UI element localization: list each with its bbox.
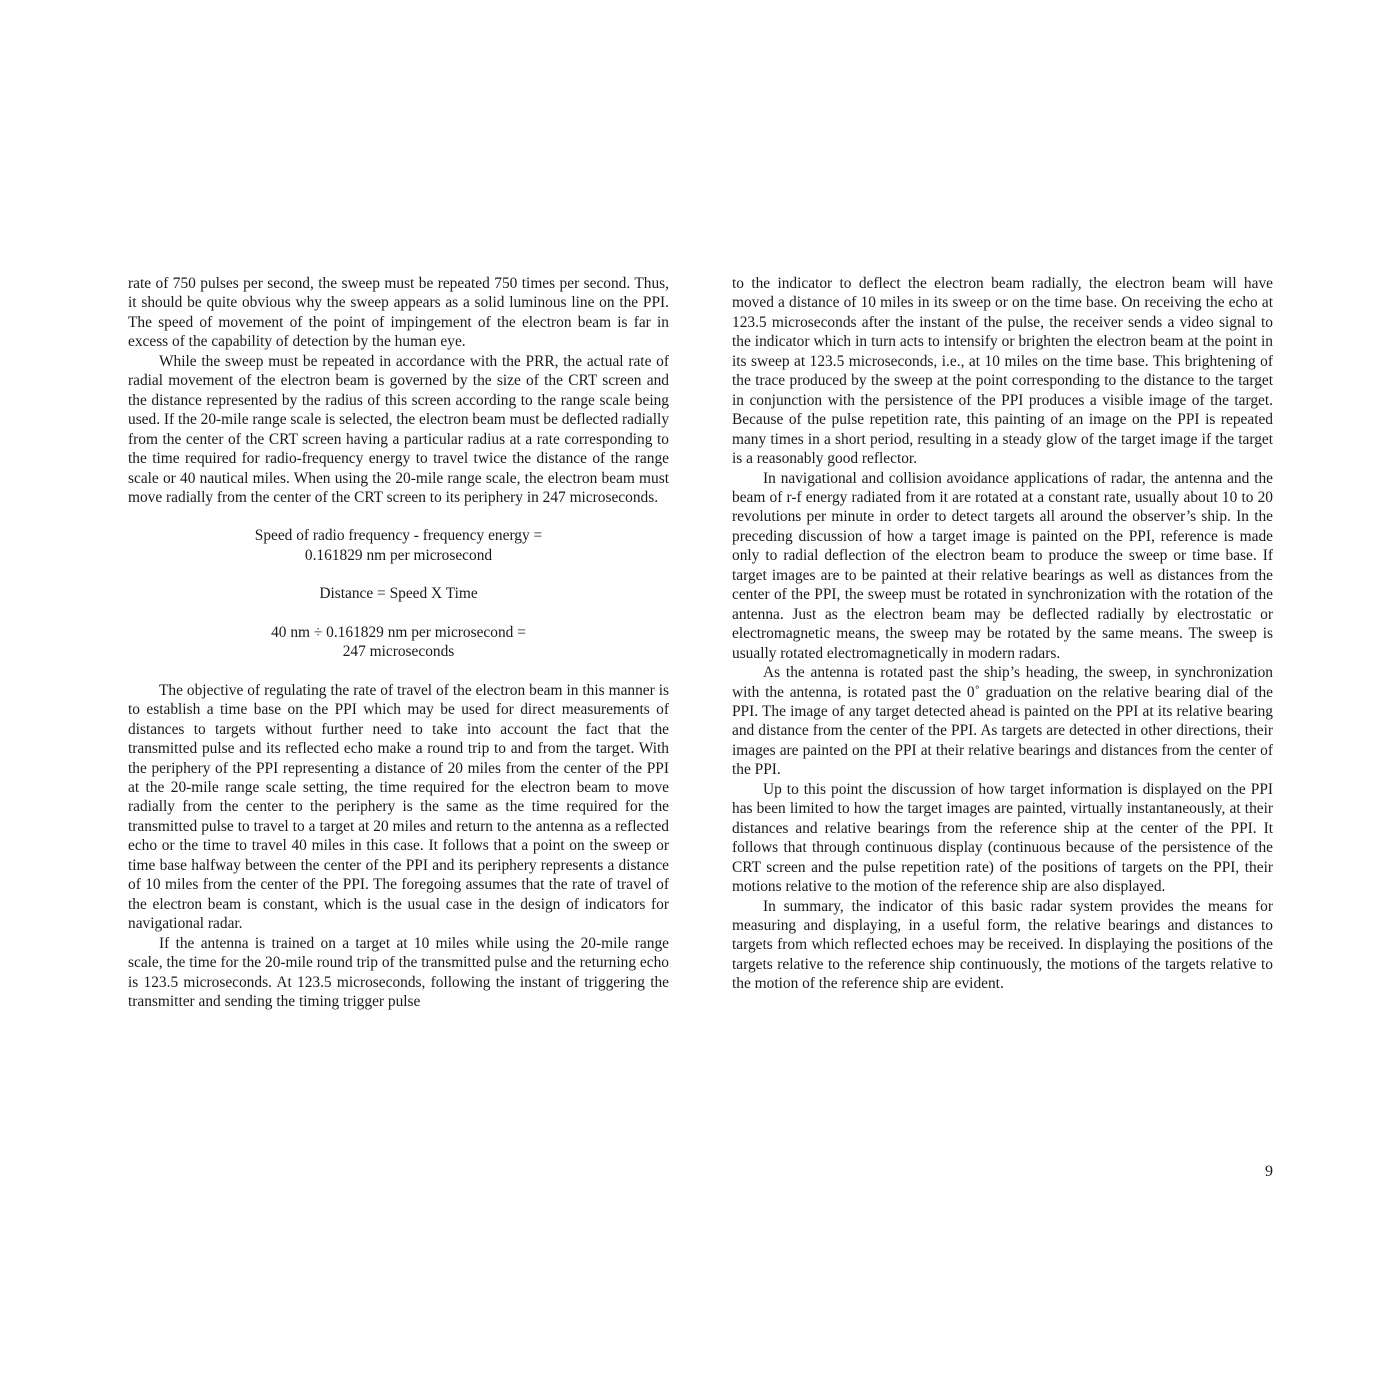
paragraph: While the sweep must be repeated in accordance with the PRR, the actual rate of radial movement of the electron beam is governed by the size of the CRT screen and the distance represented by the radius of this screen according to the range scale being used. If the 20-mile range scale is selected, the electron beam must be deflected radially from the center of the CRT screen having a particular radius at a rate corresponding to the time required for radio-frequency energy to travel twice the distance of the range scale or 40 nautical miles. When using the 20-mile range scale, the electron beam must move radially from the center of the CRT screen to its periphery in 247 microseconds. xyxy=(128,352,670,506)
formula-line: 247 microseconds xyxy=(342,643,455,661)
formula-time xyxy=(128,623,669,662)
paragraph: In summary, the indicator of this basic radar system provides the means for measuring and displaying, in a useful form, the relative bearings and distances to targets from which reflected echoes may be received. In displaying the positions of the targets relative to the reference ship continuously, the motions of the targets relative to the motion of the reference ship are evident. xyxy=(732,897,1273,993)
paragraph: In navigational and collision avoidance applications of radar, the antenna and the beam of r-f energy radiated from it are rotated at a constant rate, usually about 10 to 20 revolutions per minute in order to detect targets all around the observer’s ship. In the preceding discussion of how a target image is painted on the PPI, reference is made only to radial deflection of the electron beam to produce the sweep or time base. If target images are to be painted at their relative bearings as well as distances from the center of the PPI, the sweep must be rotated in synchronization with the rotation of the antenna. Just as the electron beam may be deflected radially by electrostatic or electromagnetic means, the sweep may be rotated by the same means. The sweep is usually rotated electromagnetically in modern radars. xyxy=(732,469,1273,662)
paragraph: The objective of regulating the rate of travel of the electron beam in this manner is to establish a time base on the PPI which may be used for direct measurements of distances to targets without further need to take into account the fact that the transmitted pulse and its reflected echo make a round trip to and from the target. With the periphery of the PPI representing a distance of 20 miles from the center of the PPI at the 20-mile range scale setting, the time required for the electron beam to move radially from the center to the periphery is the same as the time required for the transmitted pulse to travel to a target at 20 miles and return to the antenna as a reflected echo or the time to travel 40 miles in this case. It follows that a point on the sweep or time base halfway between the center of the PPI and its periphery represents a distance of 10 miles from the center of the PPI. The foregoing assumes that the rate of travel of the electron beam is constant, which is the usual case in the design of indicators for navigational radar. xyxy=(128,681,669,933)
formula-distance xyxy=(128,584,669,603)
left-column xyxy=(128,274,669,1011)
page-number: 9 xyxy=(1265,1163,1273,1180)
paragraph: As the antenna is rotated past the ship’s heading, the sweep, in synchronization with the antenna, is rotated past the 0˚ graduation on the relative bearing dial of the PPI. The image of any target detected ahead is painted on the PPI at its relative bearing and distance from the center of the PPI. As targets are detected in other directions, their images are painted on the PPI at their relative bearings and distances from the center of the PPI. xyxy=(732,664,1273,779)
formula-line: 0.161829 nm per microsecond xyxy=(304,546,493,564)
paragraph: to the indicator to deflect the electron beam radially, the electron beam will have moved a distance of 10 miles in its sweep or on the time base. On receiving the echo at 123.5 microseconds after the instant of the pulse, the receiver sends a video signal to the indicator which in turn acts to intensify or brighten the electron beam at the point in its sweep at 123.5 microseconds, i.e., at 10 miles on the time base. This brightening of the trace produced by the sweep at the point corresponding to the distance to the target in conjunction with the persistence of the PPI produces a visible image of the target. Because of the pulse repetition rate, this painting of an image on the PPI is repeated many times in a short period, resulting in a steady glow of the target image if the target is a reasonably good reflector. xyxy=(732,275,1273,468)
paragraph: Up to this point the discussion of how target information is displayed on the PPI has been limited to how the target images are painted, virtually instantaneously, at their distances and relative bearings from the reference ship at the center of the PPI. It follows that through continuous display (continuous because of the persistence of the CRT screen and the pulse repetition rate) of the positions of targets on the PPI, their motions relative to the motion of the reference ship are also displayed. xyxy=(732,780,1273,896)
right-column xyxy=(732,274,1273,994)
formula-speed xyxy=(128,526,669,565)
paragraph: rate of 750 pulses per second, the sweep must be repeated 750 times per second. Thus, it should be quite obvious why the sweep appears as a solid luminous line on the PPI. The speed of movement of the point of impingement of the electron beam is far in excess of the capability of detection by the human eye. xyxy=(128,275,669,351)
formula-line: Speed of radio frequency - frequency energy = xyxy=(254,527,543,545)
formula-line: 40 nm ÷ 0.161829 nm per microsecond = xyxy=(271,623,526,641)
paragraph: If the antenna is trained on a target at 10 miles while using the 20-mile range scale, the time for the 20-mile round trip of the transmitted pulse and the returning echo is 123.5 microseconds. At 123.5 microseconds, following the instant of triggering the transmitter and sending the timing trigger pulse xyxy=(128,934,669,1010)
formula-line: Distance = Speed X Time xyxy=(319,585,478,603)
